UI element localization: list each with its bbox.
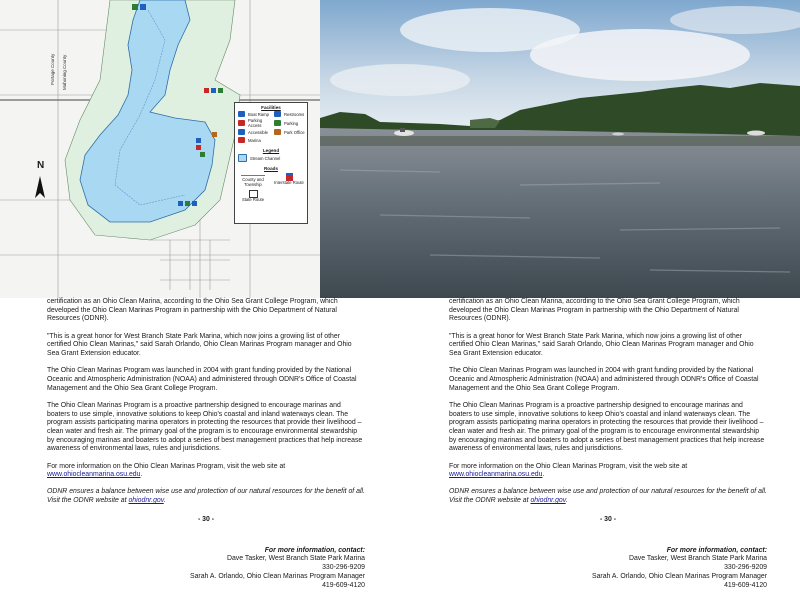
legend-item: Marina — [235, 136, 271, 144]
map-legend — [234, 102, 308, 224]
county-road-legend: County and Township — [242, 177, 264, 187]
contact-header: For more information, contact: — [264, 546, 365, 554]
contact-line: Dave Tasker, West Branch State Park Marina — [227, 555, 365, 563]
legend-roads-title: Roads — [263, 166, 279, 171]
facilities-list — [235, 110, 307, 144]
lake-map — [0, 0, 320, 298]
contact-line: 330-296-9209 — [322, 564, 365, 572]
park-office-icon — [274, 129, 281, 135]
article-paragraph: certification as an Ohio Clean Marina, according to the Ohio Sea Grant College Program, which developed the Ohio Clean Marinas Program in partnership with the Ohio Department of Natural Resources (ODNR). — [449, 298, 740, 323]
odnr-link[interactable]: ohiodnr.gov — [128, 497, 164, 505]
accessible-icon — [238, 129, 245, 135]
restrooms-icon — [274, 111, 281, 117]
county-road-line-icon — [241, 175, 265, 176]
contact-block — [47, 547, 365, 592]
parking-access-icon — [238, 120, 245, 126]
contact-line: 330-296-9209 — [724, 564, 767, 572]
lake-photo-graphic — [320, 0, 800, 298]
article-paragraph: "This is a great honor for West Branch State Park Marina, which now joins a growing list of other certified Ohio Clean Marinas," said Sarah Orlando, Ohio Clean Marinas Program manager and Ohio Sea Grant Extension educator. — [449, 332, 754, 358]
odnr-link[interactable]: ohiodnr.gov — [530, 497, 566, 505]
contact-line: Sarah A. Orlando, Ohio Clean Marinas Program Manager — [591, 573, 767, 581]
marina-icon — [238, 137, 245, 143]
stream-channel-icon — [238, 154, 247, 162]
legend-item: Boat Ramp — [235, 110, 271, 118]
legend-facilities-title: Facilities — [261, 105, 281, 110]
north-arrow-label: N — [37, 160, 45, 171]
lake-photo — [320, 0, 800, 298]
legend-item: Restrooms — [271, 110, 307, 118]
county-label-mahoning: Mahoning County — [62, 54, 67, 90]
legend-item: Accessible — [235, 128, 271, 136]
more-info-paragraph: For more information on the Ohio Clean Marinas Program, visit the web site at www.ohiocleanmarina.osu.edu. — [47, 462, 286, 479]
clean-marina-link[interactable]: www.ohiocleanmarina.osu.edu — [47, 471, 141, 479]
article-column-right — [449, 298, 767, 591]
article-column-left — [47, 298, 365, 591]
parking-icon — [274, 120, 281, 126]
article-paragraph: The Ohio Clean Marinas Program is a proactive partnership designed to encourage marinas and boaters to use simple, innovative solutions to keep Ohio's coastal and inland waterways clean. The program assists participating marina operators in protecting the resources that provide their livelihood – clean water and fresh air. The primary goal of the program is to encourage environmental stewardship by encouraging marinas and boaters to adopt a series of best management practices that help increase awareness of environmental laws, rules and jurisdictions. — [47, 401, 363, 453]
article-paragraph: "This is a great honor for West Branch State Park Marina, which now joins a growing list of other certified Ohio Clean Marinas," said Sarah Orlando, Ohio Clean Marinas Program manager and Ohio Sea Grant Extension educator. — [47, 332, 352, 358]
contact-line: 419-609-4120 — [724, 582, 767, 590]
page-number: - 30 - — [599, 515, 617, 523]
legend-item: Stream Channel — [235, 153, 307, 163]
odnr-paragraph: ODNR ensures a balance between wise use and protection of our natural resources for the benefit of all. Visit the ODNR website at ohiodnr.gov. — [449, 488, 767, 505]
interstate-legend: Interstate Route — [274, 173, 304, 188]
more-info-paragraph: For more information on the Ohio Clean Marinas Program, visit the web site at www.ohiocleanmarina.osu.edu. — [449, 462, 688, 479]
legend-item: Parking Access — [235, 118, 271, 128]
county-label-portage: Portage County — [50, 53, 55, 85]
article-paragraph: The Ohio Clean Marinas Program is a proactive partnership designed to encourage marinas and boaters to use simple, innovative solutions to keep Ohio's coastal and inland waterways clean. The program assists participating marina operators in protecting the resources that provide their livelihood – clean water and fresh air. The primary goal of the program is to encourage environmental stewardship by encouraging marinas and boaters to adopt a series of best management practices that help increase awareness of environmental laws, rules and jurisdictions. — [449, 401, 765, 453]
contact-line: Sarah A. Orlando, Ohio Clean Marinas Program Manager — [189, 573, 365, 581]
article-paragraph: The Ohio Clean Marinas Program was launched in 2004 with grant funding provided by the National Oceanic and Atmospheric Administration (NOAA) and administered through ODNR's Office of Coastal Management and the Ohio Sea Grant College Program. — [449, 367, 759, 392]
page-number: - 30 - — [197, 515, 215, 523]
contact-block — [449, 547, 767, 592]
article-paragraph: The Ohio Clean Marinas Program was launched in 2004 with grant funding provided by the National Oceanic and Atmospheric Administration (NOAA) and administered through ODNR's Office of Coastal Management and the Ohio Sea Grant College Program. — [47, 367, 357, 392]
contact-line: 419-609-4120 — [322, 582, 365, 590]
legend-item: Park Office — [271, 128, 307, 136]
clean-marina-link[interactable]: www.ohiocleanmarina.osu.edu — [449, 471, 543, 479]
state-route-legend: State Route — [235, 190, 271, 203]
legend-title: Legend — [262, 148, 280, 153]
roads-legend — [235, 173, 307, 188]
boat-ramp-icon — [238, 111, 245, 117]
article-paragraph: certification as an Ohio Clean Marina, according to the Ohio Sea Grant College Program, which developed the Ohio Clean Marinas Program in partnership with the Ohio Department of Natural Resources (ODNR). — [47, 298, 338, 323]
odnr-paragraph: ODNR ensures a balance between wise use and protection of our natural resources for the benefit of all. Visit the ODNR website at ohiodnr.gov. — [47, 488, 365, 505]
legend-item: Parking — [271, 118, 307, 128]
contact-line: Dave Tasker, West Branch State Park Marina — [629, 555, 767, 563]
contact-header: For more information, contact: — [666, 546, 767, 554]
